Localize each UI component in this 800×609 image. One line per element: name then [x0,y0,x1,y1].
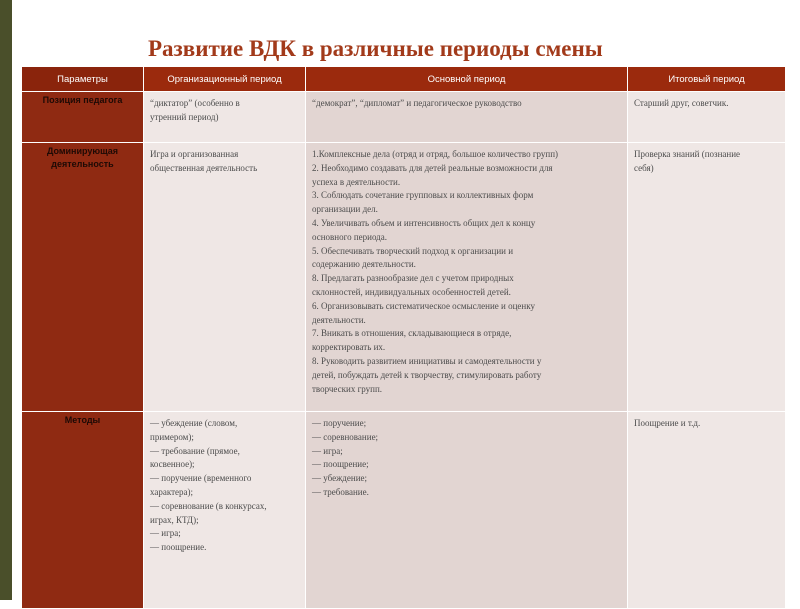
cell-line: творческих групп. [312,383,383,394]
cell-line: склонностей, индивидуальных особенностей детей. [312,286,511,297]
cell-line: Проверка знаний (познание [634,149,741,159]
header-parameters: Параметры [22,67,144,92]
cell-line: корректировать их. [312,342,386,353]
cell-line: содержанию деятельности. [312,259,416,270]
cell-line: 7. Вникать в отношения, складывающиеся в отряде, [312,328,512,339]
cell-line: — поручение (временного [150,473,252,484]
cell-line: — требование (прямое, [150,445,240,456]
cell-line: утренний период) [150,111,219,122]
cell-line: 1.Комплексные дела (отряд и отряд, большое количество групп) [312,149,559,159]
cell-line: — требование. [312,486,369,497]
cell-line: примером); [150,431,194,442]
cell-line: Поощрение и т.д. [634,418,701,428]
cell-line: 6. Организовывать систематическое осмысление и оценку [312,300,535,311]
table-row [22,412,786,609]
cell-line: — убеждение; [312,473,368,484]
cell-line: деятельности. [312,314,366,325]
cell-line: организации дел. [312,204,378,215]
cell-methods-final [628,412,786,609]
row-label-teacher-position: Позиция педагога [22,92,144,143]
cell-line: 5. Обеспечивать творческий подход к организации и [312,245,514,256]
cell-line: — игра; [312,445,343,456]
cell-teacher-position-main [306,92,628,143]
periods-table [21,66,786,609]
cell-line: Старший друг, советчик. [634,98,729,108]
header-final-period: Итоговый период [628,67,786,92]
table-row [22,143,786,412]
cell-methods-org [144,412,306,609]
cell-teacher-position-org [144,92,306,143]
header-organizational-period: Организационный период [144,67,306,92]
cell-line: — игра; [150,528,181,539]
cell-line: основного периода. [312,231,388,242]
cell-line: — убеждение (словом, [150,418,238,428]
cell-dominant-activity-main [306,143,628,412]
page-title: Развитие ВДК в различные периоды смены [148,36,603,61]
cell-line: 3. Соблюдать сочетание групповых и коллективных форм [312,190,534,201]
cell-line: 8. Предлагать разнообразие дел с учетом природных [312,273,514,284]
cell-line: играх, КТД); [150,514,199,525]
cell-line: “демократ”, “дипломат” и педагогическое руководство [312,98,522,108]
cell-line: себя) [634,162,654,173]
sidebar-accent-bar [0,0,12,600]
cell-line: успеха в деятельности. [312,176,401,187]
cell-line: “диктатор” (особенно в [150,98,240,108]
cell-line: — соревнование; [312,431,379,442]
row-label-dominant-activity [22,143,144,412]
cell-line: детей, побуждать детей к творчеству, стимулировать работу [312,369,542,380]
cell-line: Игра и организованная [150,149,239,159]
cell-line: — соревнование (в конкурсах, [150,500,267,511]
row-label-line: Доминирующая [46,146,119,156]
header-main-period: Основной период [306,67,628,92]
cell-line: общественная деятельность [150,162,258,173]
cell-line: 8. Руководить развитием инициативы и самодеятельности у [312,355,542,366]
row-label-methods: Методы [22,412,144,609]
cell-line: 4. Увеличивать объем и интенсивность общих дел к концу [312,217,536,228]
cell-dominant-activity-final [628,143,786,412]
cell-dominant-activity-org [144,143,306,412]
cell-teacher-position-final [628,92,786,143]
cell-line: — поручение; [312,418,367,428]
cell-line: 2. Необходимо создавать для детей реальные возможности для [312,162,553,173]
cell-methods-main [306,412,628,609]
table-row [22,92,786,143]
cell-line: — поощрение; [312,459,369,470]
table-header-row [22,67,786,92]
cell-line: косвенное); [150,459,195,470]
cell-line: — поощрение. [150,542,207,553]
cell-line: характера); [150,486,194,497]
row-label-line: деятельность [51,159,114,170]
